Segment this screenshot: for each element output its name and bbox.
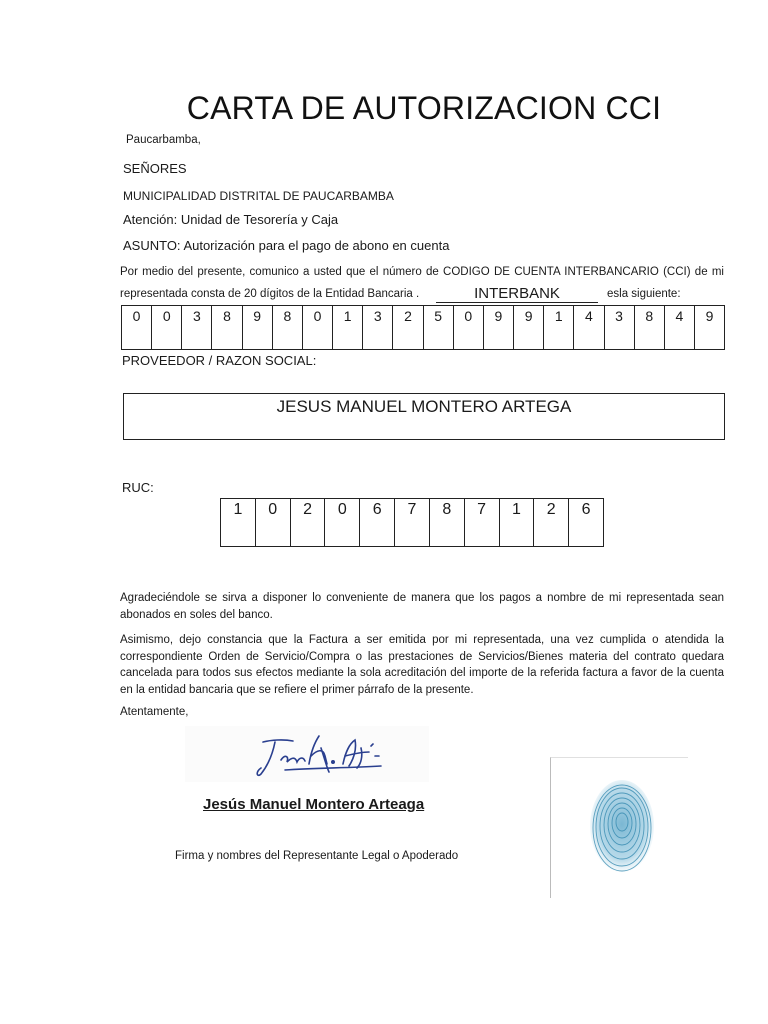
provider-name: JESUS MANUEL MONTERO ARTEGA <box>276 397 572 416</box>
paragraph-invoice: Asimismo, dejo constancia que la Factura a ser emitida por mi representada, una vez cumplida o atendida la correspondiente Orden de Servicio/Compra o las prestaciones de Servicios/Bienes materia del contrato quedara cancelada para todos sus efectos mediante la sola acreditación del importe de la referida factura a favor de la cuenta en la entidad bancaria que se refiere el primer párrafo de la presente. <box>120 634 724 696</box>
cci-digit: 1 <box>544 306 574 349</box>
ruc-digit: 0 <box>325 499 360 546</box>
ruc-digit: 1 <box>500 499 535 546</box>
ruc-digit: 7 <box>465 499 500 546</box>
cci-digit: 4 <box>574 306 604 349</box>
provider-label: PROVEEDOR / RAZON SOCIAL: <box>122 353 317 368</box>
ruc-digit: 6 <box>360 499 395 546</box>
ruc-digit-grid <box>220 498 604 547</box>
signer-name: Jesús Manuel Montero Arteaga <box>203 796 425 813</box>
ruc-digit: 0 <box>256 499 291 546</box>
closing: Atentamente, <box>120 706 189 718</box>
attention-line: Atención: Unidad de Tesorería y Caja <box>123 212 339 227</box>
ruc-digit: 2 <box>291 499 326 546</box>
cci-digit-grid <box>121 305 725 350</box>
ruc-digit: 2 <box>534 499 569 546</box>
cci-digit: 0 <box>152 306 182 349</box>
cci-digit: 9 <box>705 308 714 324</box>
place-line: Paucarbamba, <box>126 134 201 146</box>
document-title: CARTA DE AUTORIZACION CCI <box>186 90 662 126</box>
cci-digit: 8 <box>635 306 665 349</box>
ruc-digit: 8 <box>430 499 465 546</box>
ruc-digit: 6 <box>581 501 591 518</box>
salutation: SEÑORES <box>123 161 187 176</box>
ruc-label: RUC: <box>122 480 154 495</box>
cci-digit: 0 <box>303 306 333 349</box>
cci-digit: 2 <box>393 306 423 349</box>
fingerprint-image <box>551 758 689 899</box>
cci-digit: 9 <box>243 306 273 349</box>
cci-digit: 5 <box>424 306 454 349</box>
fingerprint-box <box>550 757 688 898</box>
ruc-digit: 1 <box>221 499 256 546</box>
cci-digit: 3 <box>182 306 212 349</box>
provider-name-box <box>123 393 725 440</box>
cci-digit: 4 <box>665 306 695 349</box>
bank-name: INTERBANK <box>436 285 598 303</box>
cci-digit: 9 <box>514 306 544 349</box>
cci-digit: 9 <box>484 306 514 349</box>
cci-digit: 3 <box>363 306 393 349</box>
signature-caption: Firma y nombres del Representante Legal o Apoderado <box>175 850 459 862</box>
ruc-digit: 7 <box>395 499 430 546</box>
cci-digit: 0 <box>122 306 152 349</box>
cci-digit: 1 <box>333 306 363 349</box>
subject-line: ASUNTO: Autorización para el pago de abono en cuenta <box>123 238 450 253</box>
cci-digit: 8 <box>212 306 242 349</box>
cci-digit: 0 <box>454 306 484 349</box>
paragraph-payment: Agradeciéndole se sirva a disponer lo conveniente de manera que los pagos a nombre de mi representada sean abonados en soles del banco. <box>120 592 724 621</box>
handwritten-signature <box>185 726 429 782</box>
entity-name: MUNICIPALIDAD DISTRITAL DE PAUCARBAMBA <box>123 189 394 203</box>
intro-line-1: Por medio del presente, comunico a usted que el número de CODIGO DE CUENTA INTERBANCARIO (CCI) de mi <box>120 266 724 278</box>
cci-digit: 8 <box>273 306 303 349</box>
intro-line-2-suffix: esla siguiente: <box>607 288 681 300</box>
cci-digit: 3 <box>605 306 635 349</box>
intro-line-2-prefix: representada consta de 20 dígitos de la Entidad Bancaria . <box>120 288 420 300</box>
